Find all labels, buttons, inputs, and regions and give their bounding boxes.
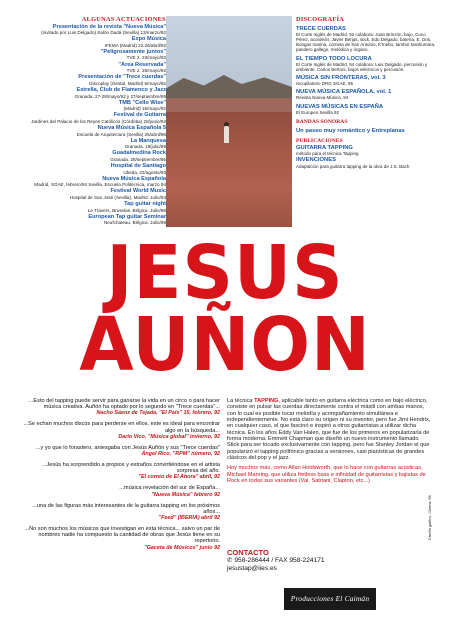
description-p1-rest: , aplicable tanto en guitarra eléctrica como en bajo eléctrico, consiste en pulsar las cuerdas directamente contra el mástil con ambas manos, con lo cual es posible tocar melodía y acompañamiento simultánea e independientemente. No está claro su origen ni su inventor, pero fue Jimi Hendrix, en cualquier caso, el que fascinó e inspiró a otros guitarristas a utilizar dicha técnica. En los años Eddy Van Halen, que fue de los primeros en popularizarla de forma moderna. Emmett Chapman que diseñó un nuevo instrumento llamado Stick para ser tocado exclusivamente con tapping, pero fue Stanley Jordan el que popularizó el tapping polifónico gracias a versiones, casi pianísticas de grandes clásicos del pop y el jazz. [227,398,431,462]
publicacion-detail: Adaptación para guitarra tapping de la obra de J.S. Bach [296,163,410,169]
producer-logo: Producciones El Caimán [284,588,376,610]
actuacion-title: Hospital de Santiago [110,163,166,170]
press-quote [20,462,220,480]
actuacion-title: Festival World Music [110,188,166,195]
actuacion-item [20,126,166,137]
actuacion-item [20,75,166,86]
press-quote [20,398,220,416]
press-quote [20,485,220,497]
landscape-photo [166,16,292,227]
actuacion-item [20,151,166,162]
disco-title: NUEVA MÚSICA ESPAÑOLA, vol. 1 [296,89,392,96]
disco-detail: El Corte Inglés de Madrid, 94 colabora: Luis Delgado, percusión y ambiente, Carlos Bertoni, bajos eléctricos y percusión. [296,61,428,72]
actuacion-item [20,189,166,200]
quote-source: Ángel Rico, "RPM" número, 92 [141,451,220,458]
actuacion-item [20,164,166,175]
actuacion-detail: Jardines del Palacio de los Reyes Católicos (Córdoba) 28/junio/92 [31,118,166,124]
press-quotes [20,398,220,556]
design-credit: Diseño gráfico. Chema '98 [428,495,432,540]
quote-source: "Feed" (IBERIA) abril 92 [158,515,220,522]
artist-name-last: AUÑON [79,302,371,388]
quote-text: ...Esto del tapping puede servir para ganarse la vida en un circo o para hacer música creativa. Auñón ha optado por lo segundo en "Trece cuerdas"... [28,398,220,411]
tapping-description [227,398,431,484]
disco-title: NUEVAS MÚSICAS EN ESPAÑA [296,103,384,110]
bandas-sonoras-heading: BANDAS SONORAS [296,118,348,125]
quote-text: ...y yo que lo forastero, aniesgaba con Jesús Auñón y sus "Trece cuerdas" [35,444,220,451]
disco-item [296,104,436,115]
quote-source: Nacho Sáenz de Tejada, "El País" 15, febrero, 92 [96,410,220,417]
discografia-section [296,16,436,169]
quote-text: ...No son muchos los músicos que investigan en esta técnica... salvo un par de nombres nadie ha compuesto la cantidad de obras que Jesús tiene en su repertorio. [24,526,220,545]
actuacion-item [20,113,166,124]
press-quote [20,445,220,457]
disco-item [296,75,436,86]
quote-source: "Gaceta de Músicos" junio 92 [144,544,220,551]
actuacion-detail: Hospital de San José (Sevilla), Madrid. Julio/94 [69,195,166,201]
publicacion-title: GUITARRA TAPPING [296,145,353,152]
press-quote [20,503,220,521]
description-p1-start: La técnica [227,398,255,404]
quote-text: ...Jesús ha sorprendido a propios y extraños convirtiéndose en el artista sorpresa del año. [41,462,220,475]
actuacion-title: "Peligrosamente juntos" [100,48,166,55]
actuacion-title: Guadalmedina Rock [112,150,166,157]
actuacion-item [20,177,166,188]
actuacion-detail: (Madrid) 15/mayo/92 [123,106,166,112]
actuacion-detail: Madrid, SGAE, febrero/94 Sevilla, Escuela Politécnica, marzo 94 [34,182,166,188]
actuaciones-title: ALGUNAS ACTUACIONES [81,16,166,23]
actuacion-item [20,215,166,226]
quote-text: ...música revelación del sur de España... [119,485,220,492]
actuacion-item [20,25,166,36]
actuacion-item [20,101,166,112]
actuacion-title: Tap guitar night [124,201,166,208]
actuacion-title: TMB "Cello Wise" [118,99,166,106]
actuacion-detail: Granada. 28/septiembre/95 [110,156,166,162]
actuacion-item [20,37,166,48]
actuacion-title: Nueva Música Española 5 [97,125,166,131]
contact-block [227,548,427,573]
actuacion-detail: Granada. 27-28/mayo/92 y 27/septiembre/95 [74,93,166,99]
actuacion-detail: Escuela de Arquitectura (Sevilla) 25/abril/95 [76,131,166,137]
description-p2: Hoy muchos más, como Allan Holdsworth, que lo hace con guitarras acústicas, Michael Manring, que utiliza fretless bass e infinidad de guitarristas y bajistas de Rock en todas sus variantes (Vai, Satriani, Clapton, etc...) [227,465,426,485]
press-quote [20,421,220,439]
actuacion-detail: Discoplay (Gestal, Madrid) 8/mayo/92 [89,80,166,86]
disco-item [296,89,436,100]
publicacion-item [296,157,436,168]
publicaciones-heading: PUBLICACIONES [296,138,343,145]
actuacion-detail: TVE 2. 28/mayo/92 [126,68,166,74]
actuacion-detail: Granada. 19/julio/95 [124,144,166,150]
actuacion-item [20,202,166,213]
disco-detail: Revista Nueva Música, 94 [296,95,349,101]
actuacion-detail: Le Travers, Bruselas. Bélgica. Julio/98 [87,207,166,213]
discografia-list [296,26,436,115]
actuacion-title: Presentación de la revista "Nueva Música" [52,23,166,30]
disco-title: TRECE CUERDAS [296,26,346,32]
actuacion-item [20,63,166,74]
actuacion-item [20,50,166,61]
disco-detail: recopilatorio DRG SGAE, 95 [296,81,354,87]
publicacion-detail: método para el técnica Tapping [296,151,359,157]
artist-name-first: JESUS [106,230,344,316]
description-highlight: TAPPING [254,398,279,404]
contact-email[interactable]: jesustap@iies.es [227,565,277,572]
press-quote [20,526,220,551]
actuaciones-section [20,16,166,226]
disco-title: MÚSICA SIN FRONTERAS, vol. 3 [296,74,386,81]
actuacion-title: Presentación de "Trece cuerdas" [78,74,166,81]
actuacion-title: Expo Música [131,36,166,43]
quote-source: Darío Vico. "Música global" invierno, 92 [118,433,220,440]
actuaciones-list [20,25,166,227]
disco-item [296,56,436,72]
quote-text: ...una de las figuras más interesantes de la guitarra tapping en los próximos años... [32,502,220,515]
publicaciones-list [296,145,436,169]
disco-detail: El Europeo Sevilla 92 [296,109,340,115]
actuacion-detail: (invitado por Luis Delgado) Salón Dadá (Sevilla) 13/marzo/92 [41,30,166,36]
photo-red-field [166,98,292,227]
actuacion-title: "Area Reservada" [118,61,166,68]
publicacion-title: INVENCIONES [296,157,336,164]
actuacion-title: La Manquesa [130,137,166,144]
publicacion-item [296,145,436,156]
actuacion-detail: Neufchateau, Bélgica. Julio/98 [103,220,166,226]
actuacion-detail: IFEMA (Madrid) 22.26/abril/92 [104,42,166,48]
actuacion-detail: TVE 2. 23/mayo/92 [126,55,166,61]
disco-item [296,26,436,53]
discografia-title: DISCOGRAFÍA [296,16,345,23]
photo-figure [224,126,229,143]
quote-source: "Nueva Música" febrero 92 [151,491,220,498]
disco-title: EL TIEMPO TODO LOCURA [296,55,372,62]
disco-detail: El Corte Inglés de Madrid, 92 colabora: Juan Brinzón, bajo, Cuco Pérez, acordeón, Javier Berjas, stick, Edu Delgado, batería, E. Dos, Bongas marina, corneta de San Antonio, K'Inebo, tambor tarahumara, pandero gallego, melódica y órgano. [296,32,436,53]
actuacion-item [20,139,166,150]
actuacion-item [20,88,166,99]
bandas-sonoras-title: Un paseo muy romántico y Entreplanas [296,127,405,134]
actuacion-title: Nueva Música Española [102,175,166,182]
actuacion-title: Festival de Guitarra [113,112,166,119]
photo-haze [166,98,292,112]
quote-source: "El correo de El Ahora" abril, 92 [138,474,220,481]
contact-phone: ✆ 958-286444 / FAX 958-224171 [227,557,325,564]
quote-text: ...Se echan muchos discos para perderse en ellos. este es ideal para encontrar algo en la búsqueda... [23,421,220,434]
actuacion-title: Estrella, Club de Flamenco y Jazz [76,86,166,93]
actuacion-title: European Tap guitar Seminar [88,213,166,220]
actuacion-detail: Úbeda, 22/agosto/93 [123,169,166,175]
contact-title: CONTACTO [227,548,269,557]
